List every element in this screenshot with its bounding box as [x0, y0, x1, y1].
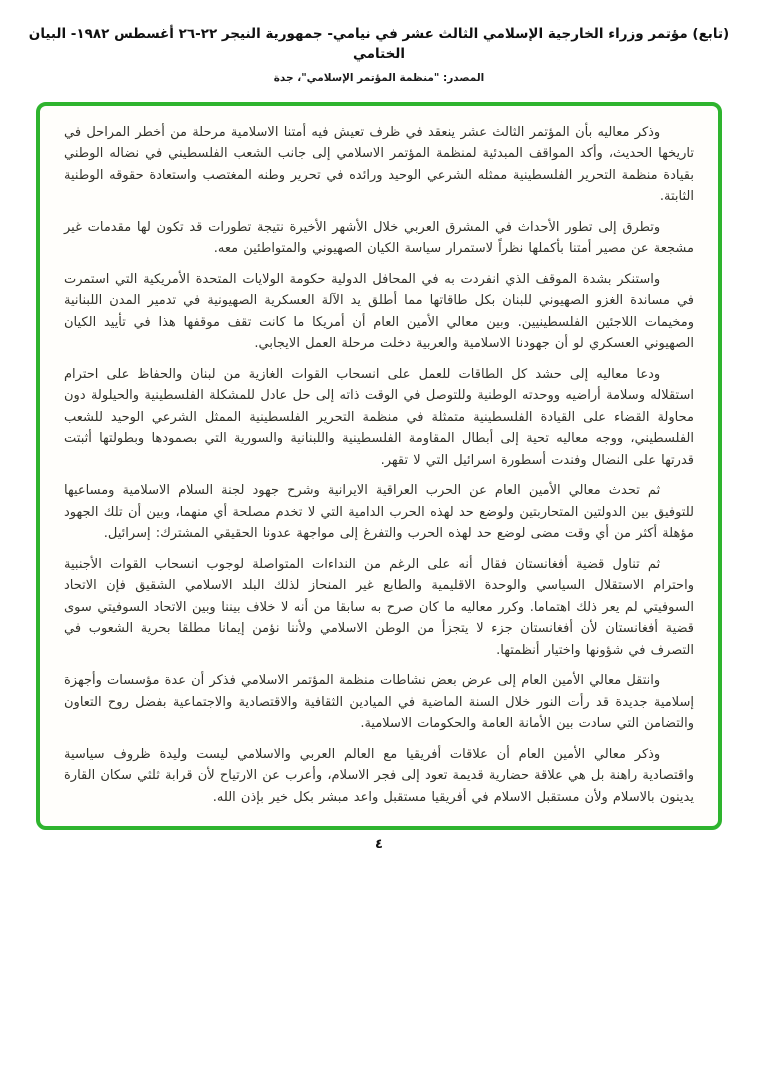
content-frame: [36, 102, 722, 831]
paragraph-4: ودعا معاليه إلى حشد كل الطاقات للعمل على انسحاب القوات الغازية من لبنان والحفاظ على احترام استقلاله وسلامة أراضيه ووحدته الوطنية وللتوصل في الوقت ذاته إلى حل عادل للمشكلة الفلسطينية والحيلولة دون محاولة القضاء على القيادة الفلسطينية متمثلة في منظمة التحرير الفلسطينية الممثل الشرعي الوحيد للشعب الفلسطيني، ووجه معاليه تحية إلى أبطال المقاومة الفلسطينية واللبنانية والسورية التي بصمودها وبطولتها أثبتت قدرتها على النضال وفندت أسطورة اسرائيل التي لا تقهر.: [64, 366, 694, 468]
paragraph-1: وذكر معاليه بأن المؤتمر الثالث عشر ينعقد في ظرف تعيش فيه أمتنا الاسلامية مرحلة من أخطر المراحل في تاريخها الحديث، وأكد المواقف المبدئية لمنظمة المؤتمر الاسلامي إلى جانب الشعب الفلسطيني في نضاله الوطني بقيادة منظمة التحرير الفلسطينية ممثله الشرعي الوحيد ورائده في تحرير وطنه المغتصب واستعادة حقوقه الوطنية الثابتة.: [64, 124, 694, 204]
paragraph-8: وذكر معالي الأمين العام أن علاقات أفريقيا مع العالم العربي والاسلامي ليست وليدة ظروف سياسية واقتصادية راهنة بل هي علاقة حضارية قديمة تعود إلى فجر الاسلام، وأعرب عن الارتياح لأن قرابة ثلثي سكان القارة يدينون بالاسلام ولأن مستقبل الاسلام في أفريقيا مستقبل واعد مبشر بكل خير بإذن الله.: [64, 746, 694, 805]
page-number: ٤: [375, 837, 383, 852]
paragraph-6: ثم تناول قضية أفغانستان فقال أنه على الرغم من النداءات المتواصلة لوجوب انسحاب القوات الأجنبية واحترام الاستقلال السياسي والوحدة الاقليمية والطابع غير المنحاز لذلك البلد الاسلامي الشقيق فإن الاتحاد السوفيتي لم يعر ذلك اهتماما. وكرر معاليه ما كان صرح به سابقا من أنه لا خلاف بيننا وبين الاتحاد السوفيتي سوى قضية أفغانستان لأن أفغانستان جزء لا يتجزأ من الوطن الاسلامي ولأننا نؤمن إيمانا مطلقا بحرية الشعوب في التصرف في شؤونها واختيار أنظمتها.: [64, 556, 694, 658]
paragraph-7: وانتقل معالي الأمين العام إلى عرض بعض نشاطات منظمة المؤتمر الاسلامي فذكر أن عدة مؤسسات وأجهزة إسلامية جديدة قد رأت النور خلال السنة الماضية في الميادين الثقافية والاقتصادية والاجتماعية بفضل روح التعاون والتضامن التي سادت بين الأمانة العامة والحكومات الاسلامية.: [64, 673, 694, 731]
paragraph-5: ثم تحدث معالي الأمين العام عن الحرب العراقية الايرانية وشرح جهود لجنة السلام الاسلامية ومساعيها للتوفيق بين الدولتين المتحاربتين ولوضع حد لهذه الحرب الدامية التي لا تخدم مصلحة أي منهما، وبين أن تلك الجهود مؤهلة أكثر من أي وقت مضى لوضع حد لهذه الحرب والتفرغ إلى مواجهة عدونا الحقيقي المشترك: إسرائيل.: [64, 483, 694, 541]
paragraph-2: وتطرق إلى تطور الأحداث في المشرق العربي خلال الأشهر الأخيرة نتيجة تطورات قد تكون لها مقدمات غير مشجعة عن مصير أمتنا بأكملها نظراً لاستمرار سياسة الكيان الصهيوني والمتواطئين معه.: [64, 219, 694, 256]
document-title: (تابع) مؤتمر وزراء الخارجية الإسلامي الثالث عشر في نيامي- جمهورية النيجر ٢٢-٢٦ أغسطس ١٩٨٢- البيان الختامي: [28, 26, 730, 63]
paragraph-3: واستنكر بشدة الموقف الذي انفردت به في المحافل الدولية حكومة الولايات المتحدة الأمريكية التي استمرت في مساندة الغزو الصهيوني للبنان بكل طاقاتها مما أطلق يد الآلة العسكرية الصهيونية في تدمير المدن اللبنانية ومخيمات اللاجئين الفلسطينيين. وبين معالي الأمين العام أن أمريكا ما كانت تقف موقفها هذا في تأييد الكيان الصهيوني العسكري لو أن جهودنا الاسلامية والعربية دخلت مرحلة العمل الايجابي.: [64, 271, 694, 351]
document-source: المصدر: "منظمة المؤتمر الإسلامي"، جدة: [273, 71, 485, 84]
